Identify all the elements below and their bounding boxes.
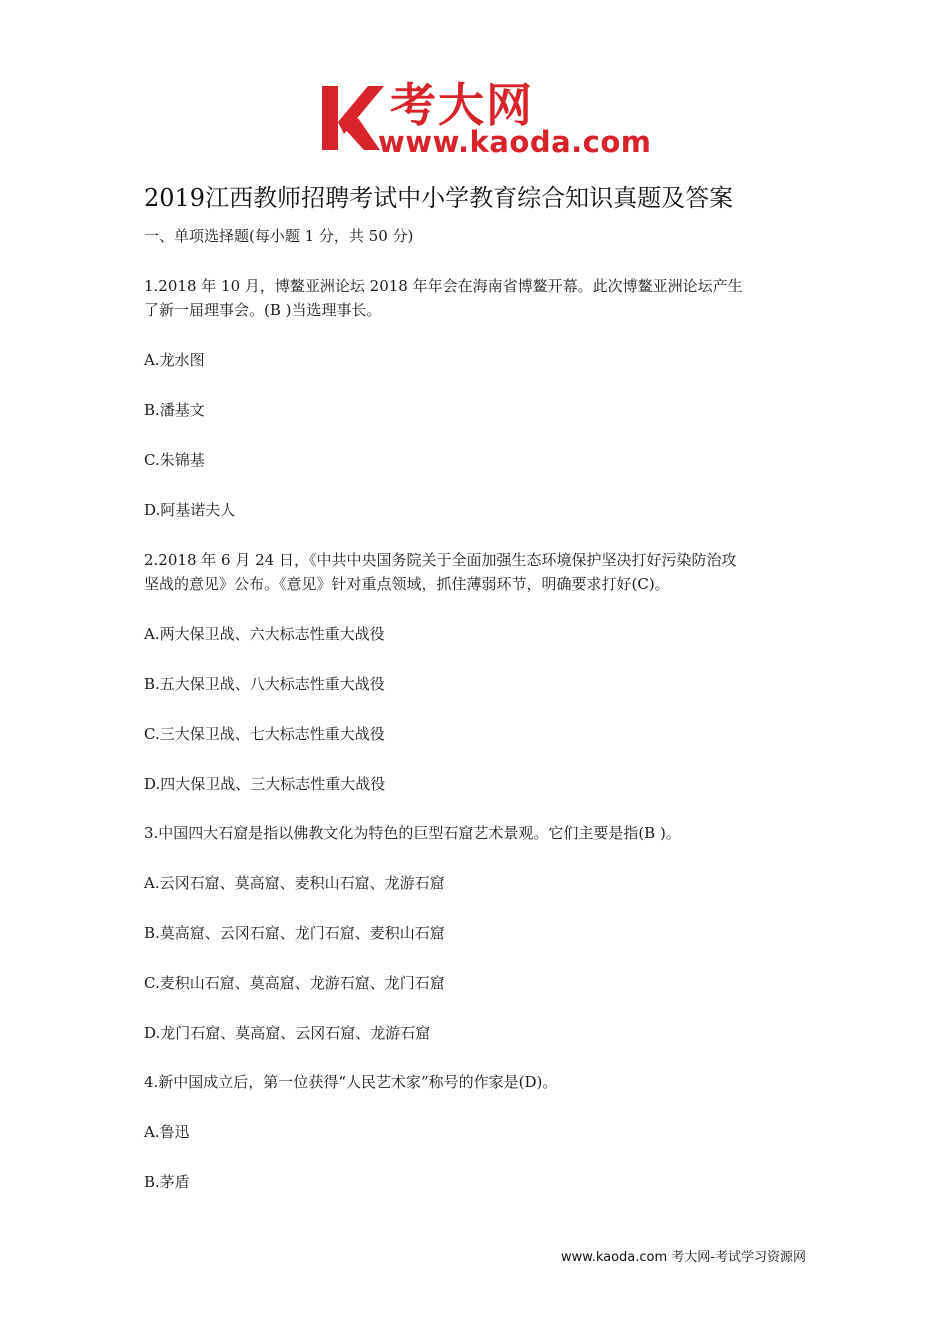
question-option: B.五大保卫战、八大标志性重大战役 xyxy=(144,675,385,693)
question-stem: 1.2018 年 10 月，博鳌亚洲论坛 2018 年年会在海南省博鳌开幕。此次博鳌亚洲论坛产生 xyxy=(144,277,743,295)
question-option: C.朱锦基 xyxy=(144,451,205,469)
section-heading: 一、单项选择题(每小题 1 分，共 50 分) xyxy=(144,227,414,245)
question-option: B.潘基文 xyxy=(144,401,205,419)
question-option: A.两大保卫战、六大标志性重大战役 xyxy=(144,625,385,643)
logo-brand-name: 考大网 xyxy=(390,78,534,132)
question-option: C.麦积山石窟、莫高窟、龙游石窟、龙门石窟 xyxy=(144,974,445,992)
question-option: D.四大保卫战、三大标志性重大战役 xyxy=(144,775,386,793)
question-option: D.龙门石窟、莫高窟、云冈石窟、龙游石窟 xyxy=(144,1024,431,1042)
site-logo[interactable] xyxy=(318,78,652,160)
footer-site-link[interactable]: www.kaoda.com 考大网-考试学习资源网 xyxy=(561,1250,806,1265)
question-stem: 坚战的意见》公布。《意见》针对重点领域，抓住薄弱环节，明确要求打好(C)。 xyxy=(144,575,670,593)
kaoda-k-logo-icon xyxy=(318,82,386,152)
question-option: C.三大保卫战、七大标志性重大战役 xyxy=(144,725,385,743)
document-title: 2019江西教师招聘考试中小学教育综合知识真题及答案 xyxy=(144,184,734,212)
question-stem: 4.新中国成立后，第一位获得“人民艺术家”称号的作家是(D)。 xyxy=(144,1073,558,1091)
question-stem: 了新一届理事会。(B )当选理事长。 xyxy=(144,301,382,319)
logo-brand-url: www.kaoda.com xyxy=(378,125,652,159)
question-option: B.莫高窟、云冈石窟、龙门石窟、麦积山石窟 xyxy=(144,924,445,942)
question-stem: 3.中国四大石窟是指以佛教文化为特色的巨型石窟艺术景观。它们主要是指(B )。 xyxy=(144,824,681,842)
question-option: B.茅盾 xyxy=(144,1173,190,1191)
question-option: A.龙水图 xyxy=(144,351,205,369)
question-option: A.云冈石窟、莫高窟、麦积山石窟、龙游石窟 xyxy=(144,874,445,892)
question-stem: 2.2018 年 6 月 24 日，《中共中央国务院关于全面加强生态环境保护坚决打好污染防治攻 xyxy=(144,551,737,569)
question-option: A.鲁迅 xyxy=(144,1123,190,1141)
question-option: D.阿基诺夫人 xyxy=(144,501,236,519)
